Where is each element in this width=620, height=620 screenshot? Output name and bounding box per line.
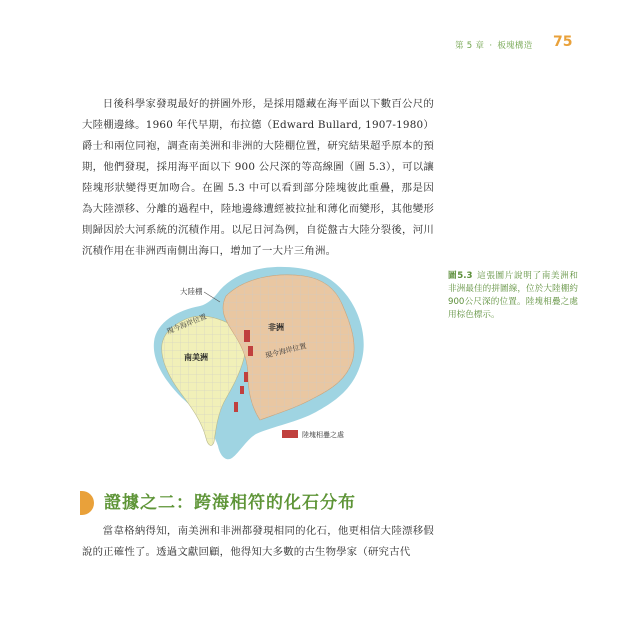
continental-fit-map bbox=[148, 262, 378, 462]
legend-swatch bbox=[282, 430, 298, 438]
overlap-area bbox=[244, 330, 250, 342]
section-marker bbox=[80, 491, 94, 515]
coast-label-south-america: 現今海岸位置 bbox=[165, 312, 208, 336]
body-paragraph-2 bbox=[82, 521, 434, 563]
page-number: 75 bbox=[553, 34, 573, 50]
body-paragraph-1 bbox=[82, 94, 434, 262]
chapter-number: 第 5 章 bbox=[455, 41, 485, 51]
header-separator: · bbox=[489, 41, 493, 51]
overlap-area bbox=[248, 346, 253, 356]
caption-text: 這張圖片說明了南美洲和非洲最佳的拼圖線，位於大陸棚約900公尺深的位置。陸塊相疊之處用棕色標示。 bbox=[448, 271, 578, 320]
paragraph-text: 當韋格納得知，南美洲和非洲都發現相同的化石，他更相信大陸漂移假說的正確性了。透過文獻回顧，他得知大多數的古生物學家（研究古代 bbox=[82, 525, 434, 558]
chapter-title: 板塊構造 bbox=[497, 41, 533, 51]
paragraph-text: 日後科學家發現最好的拼圖外形，是採用隱藏在海平面以下數百公尺的大陸棚邊緣。1960 年代早期，布拉德（Edward Bullard, 1907-1980）爵士和兩位同袍，調查南美洲和非洲的大陸棚位置，研究結果超乎原本的預期，他們發現，採用海平面以下 900 公尺深的等高線圖（圖 5.3），可以讓陸塊形狀變得更加吻合。在圖 5.3 中可以看到部分陸塊彼此重疊，那是因為大陸漂移、分離的過程中，陸地邊緣遭經被拉扯和薄化而變形，其他變形則歸因於大河系統的沉積作用。以尼日河為例，自從盤古大陸分裂後，河川沉積作用在非洲西南側出海口，增加了一大片三角洲。 bbox=[82, 98, 434, 257]
legend-label: 陸塊相疊之處 bbox=[302, 431, 344, 439]
figure-caption bbox=[448, 270, 578, 322]
section-heading bbox=[82, 488, 482, 518]
africa-label: 非洲 bbox=[268, 323, 284, 332]
section-title: 證據之二：跨海相符的化石分布 bbox=[104, 493, 356, 513]
figure-number: 圖5.3 bbox=[448, 271, 473, 281]
overlap-area bbox=[244, 372, 248, 382]
running-head bbox=[455, 39, 533, 51]
figure-5-3 bbox=[148, 262, 378, 462]
south-america-label: 南美洲 bbox=[184, 353, 208, 362]
shelf-label: 大陸棚 bbox=[180, 287, 203, 296]
overlap-area bbox=[240, 386, 244, 394]
coast-label-africa: 現今海岸位置 bbox=[264, 342, 308, 360]
overlap-area bbox=[234, 402, 238, 412]
